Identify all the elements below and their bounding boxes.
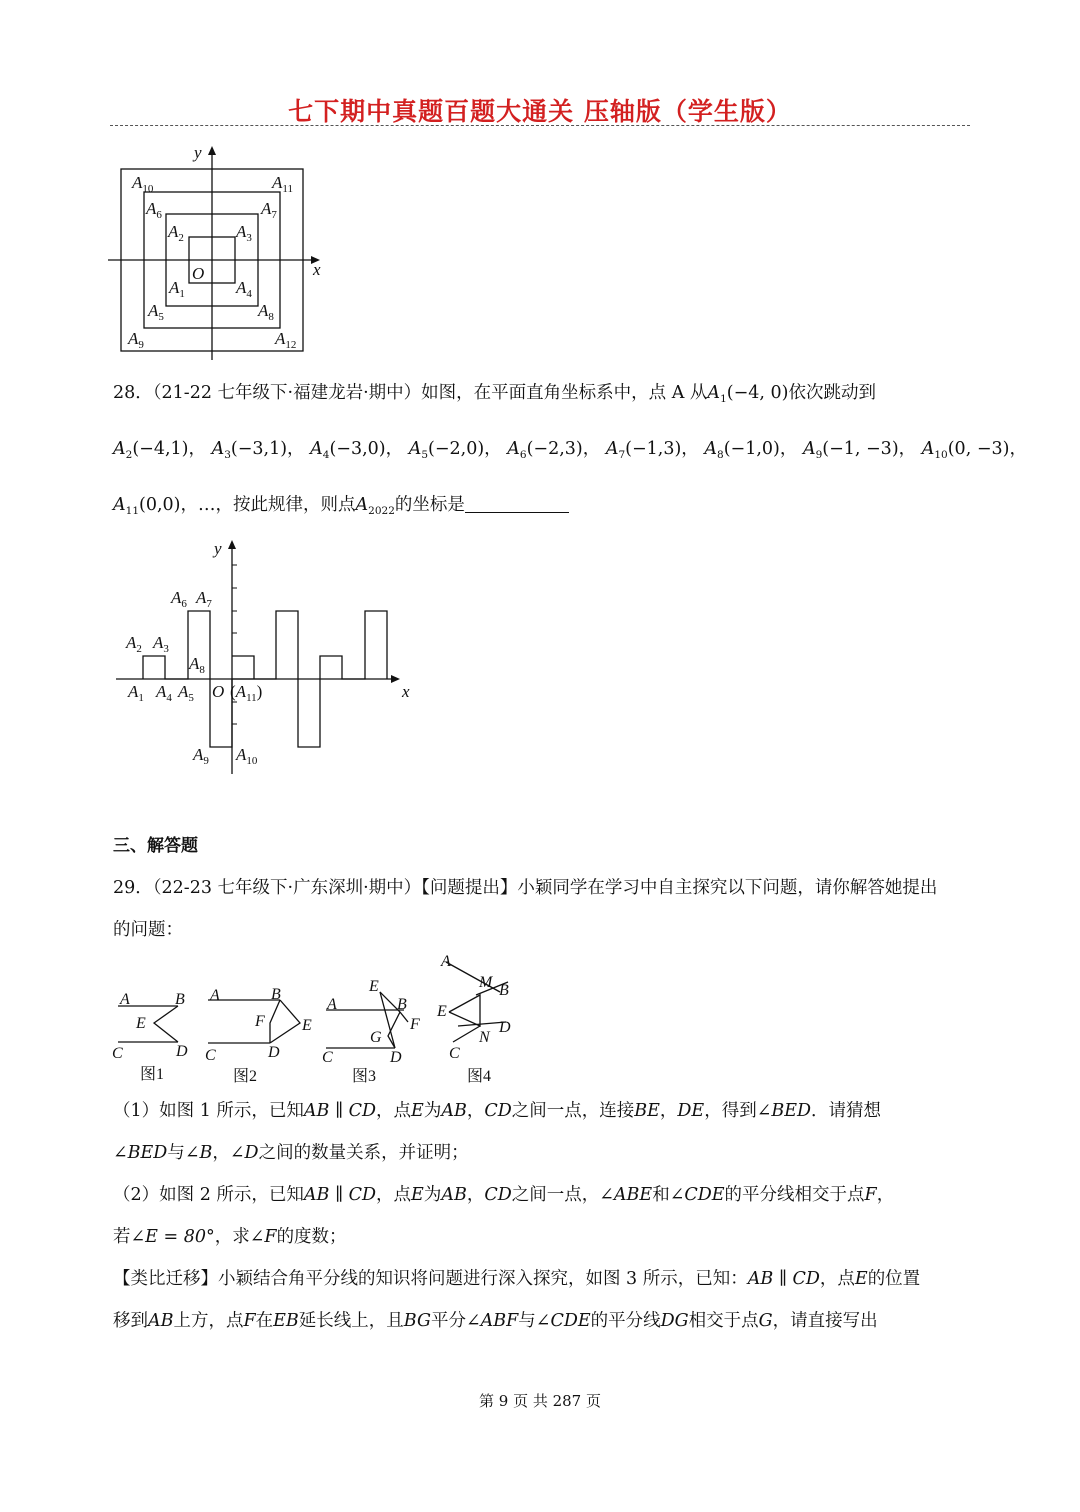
q28-point-A3: $A_3(-3,1)$: [211, 439, 288, 461]
point-label-A4: $A_4$: [236, 278, 252, 300]
header-divider: [110, 125, 970, 126]
point-label-A2: $A_2$: [126, 633, 142, 655]
point-label-A8: $A_8$: [258, 301, 274, 323]
q29-part1-line2: ∠BED与∠B，∠D之间的数量关系，并证明；: [113, 1143, 469, 1163]
fig3-label-E: E: [369, 978, 379, 995]
point-label-A11: $(A_{11})$: [230, 682, 263, 704]
q28-point-A7: $A_7(-1,3)$: [605, 439, 682, 461]
fig3-label-B: B: [397, 996, 407, 1013]
fig4-label-C: C: [449, 1045, 460, 1062]
point-label-A1: $A_1$: [169, 278, 185, 300]
axis-label-x: x: [313, 260, 321, 279]
x-axis-arrow: [391, 675, 400, 683]
q28-target-A2022: $A_{2022}$: [355, 495, 395, 517]
fig2-angle-bed: [270, 1000, 300, 1043]
fig1-label-E: E: [136, 1015, 146, 1032]
point-label-A2: $A_2$: [168, 222, 184, 244]
point-label-A12: $A_{12}$: [275, 329, 297, 351]
fig3-label-A: A: [327, 996, 337, 1013]
q29-part3-line1: 【类比迁移】小颖结合角平分线的知识将问题进行深入探究，如图 3 所示，已知：AB ∥ CD，点E的位置: [113, 1269, 921, 1289]
q29-line1: 29．（22-23 七年级下·广东深圳·期中）【问题提出】小颖同学在学习中自主探究以下问题，请你解答她提出: [113, 878, 938, 898]
fig4-label-A: A: [441, 953, 451, 970]
axis-label-x: x: [402, 682, 410, 701]
figure-jump-path: [112, 536, 422, 776]
fig3-label-G: G: [370, 1029, 382, 1046]
point-label-A10: $A_{10}$: [132, 173, 154, 195]
fig3-label-C: C: [322, 1049, 333, 1066]
axis-label-y: y: [194, 143, 202, 162]
point-label-A7: $A_7$: [196, 588, 212, 610]
fig1-label-D: D: [176, 1043, 188, 1060]
fig2-label-C: C: [205, 1047, 216, 1064]
axis-label-y: y: [214, 539, 222, 558]
origin-label: O: [212, 682, 225, 701]
point-label-A11: $A_{11}$: [272, 173, 293, 195]
q29-figures: [108, 952, 538, 1092]
q29-part1-line1: （1）如图 1 所示，已知AB ∥ CD，点E为AB，CD之间一点，连接BE，DE，得到∠BED．请猜想: [113, 1101, 882, 1121]
q28-point-A10: $A_{10}(0$, −3): [921, 439, 1010, 461]
q28-line1-prefix: 28．（21-22 七年级下·福建龙岩·期中）如图，在平面直角坐标系中，点 A 从: [113, 383, 708, 403]
q28-point-A2: $A_2(-4,1)$: [113, 439, 189, 461]
fig1-label-B: B: [175, 991, 185, 1008]
fig2-label-D: D: [268, 1044, 280, 1061]
q28-line3: $A_{11}(0,0)$，…，按此规律，则点$A_{2022}$的坐标是: [113, 493, 569, 523]
fig-caption-2: 图2: [233, 1068, 258, 1085]
fig1-label-A: A: [120, 991, 130, 1008]
q28-point-A9: $A_9(-1$, −3): [802, 439, 899, 461]
point-label-A6: $A_6$: [146, 199, 162, 221]
fig2-label-B: B: [271, 986, 281, 1003]
q29-part2-line1: （2）如图 2 所示，已知AB ∥ CD，点E为AB，CD之间一点，∠ABE和∠CDE的平分线相交于点F，: [113, 1185, 895, 1205]
point-label-A3: $A_3$: [153, 633, 169, 655]
section-title: 三、解答题: [113, 836, 198, 856]
q28-point-A11: $A_{11}(0,0)$: [113, 495, 181, 517]
fig1-label-C: C: [112, 1045, 123, 1062]
page-footer: 第 9 页 共 287 页: [478, 1392, 601, 1410]
q28-point-A8: $A_8(-1,0)$: [704, 439, 780, 461]
point-label-A5: $A_5$: [178, 682, 194, 704]
fig4-label-M: M: [479, 974, 493, 991]
q28-point-A4: $A_4(-3,0)$: [310, 439, 386, 461]
y-axis-arrow: [228, 540, 236, 549]
q28-point-A1: $A_1(-4$, 0): [707, 383, 789, 405]
fig4-label-E: E: [437, 1003, 447, 1020]
fig-caption-1: 图1: [140, 1066, 165, 1083]
point-label-A3: $A_3$: [236, 222, 252, 244]
fig-caption-3: 图3: [352, 1068, 377, 1085]
point-label-A7: $A_7$: [261, 199, 277, 221]
q28-point-A5: $A_5(-2,0)$: [408, 439, 485, 461]
fig2-label-E: E: [302, 1017, 312, 1034]
point-label-A8: $A_8$: [189, 654, 205, 676]
fig2-label-F: F: [255, 1013, 265, 1030]
y-axis-arrow: [208, 146, 216, 155]
q28-point-A6: $A_6(-2,3)$: [507, 439, 583, 461]
q28-line2: $A_2(-4,1)$， $A_3(-3,1)$， $A_4(-3,0)$， $A_5(-2,0)$， $A_6(-2,3)$， $A_7(-1,3)$， $A_8(-1,0)$， $A_9(-1$, −3)， $A_{10}(0$, −3)，: [113, 439, 1027, 461]
fig1-angle-bed: [154, 1006, 178, 1042]
short-segment: [232, 656, 254, 679]
point-label-A9: $A_9$: [128, 329, 144, 351]
origin-label: O: [192, 264, 205, 283]
q28-line1-suffix: 依次跳动到: [788, 383, 876, 403]
point-label-A9: $A_9$: [193, 745, 209, 767]
point-label-A1: $A_1$: [128, 682, 144, 704]
q29-line2: 的问题：: [113, 920, 183, 940]
point-label-A10: $A_{10}$: [236, 745, 258, 767]
fig4-line-cn: [453, 1026, 480, 1042]
q29-part2-line2: 若∠E = 80°，求∠F的度数；: [113, 1227, 347, 1247]
point-label-A5: $A_5$: [148, 301, 164, 323]
fig4-triangle: [449, 995, 480, 1026]
jump-path: [143, 611, 387, 747]
point-label-A4: $A_4$: [156, 682, 172, 704]
fig4-label-N: N: [479, 1029, 490, 1046]
fig2-angle-bfd: [270, 1000, 280, 1043]
point-label-A6: $A_6$: [171, 588, 187, 610]
fig4-label-B: B: [499, 982, 509, 999]
fig-caption-4: 图4: [467, 1068, 492, 1085]
figure-nested-squares: [108, 138, 328, 360]
fig4-label-D: D: [499, 1019, 511, 1036]
fig3-label-D: D: [390, 1049, 402, 1066]
fig2-label-A: A: [210, 987, 220, 1004]
q28-line1: [113, 381, 876, 411]
q29-part3-line2: 移到AB上方，点F在EB延长线上，且BG平分∠ABF与∠CDE的平分线DG相交于点G，请直接写出: [113, 1311, 878, 1331]
page-header-title: 七下期中真题百题大通关 压轴版（学生版）: [288, 97, 792, 126]
fig3-label-F: F: [410, 1016, 420, 1033]
q28-answer-blank[interactable]: [465, 494, 569, 513]
